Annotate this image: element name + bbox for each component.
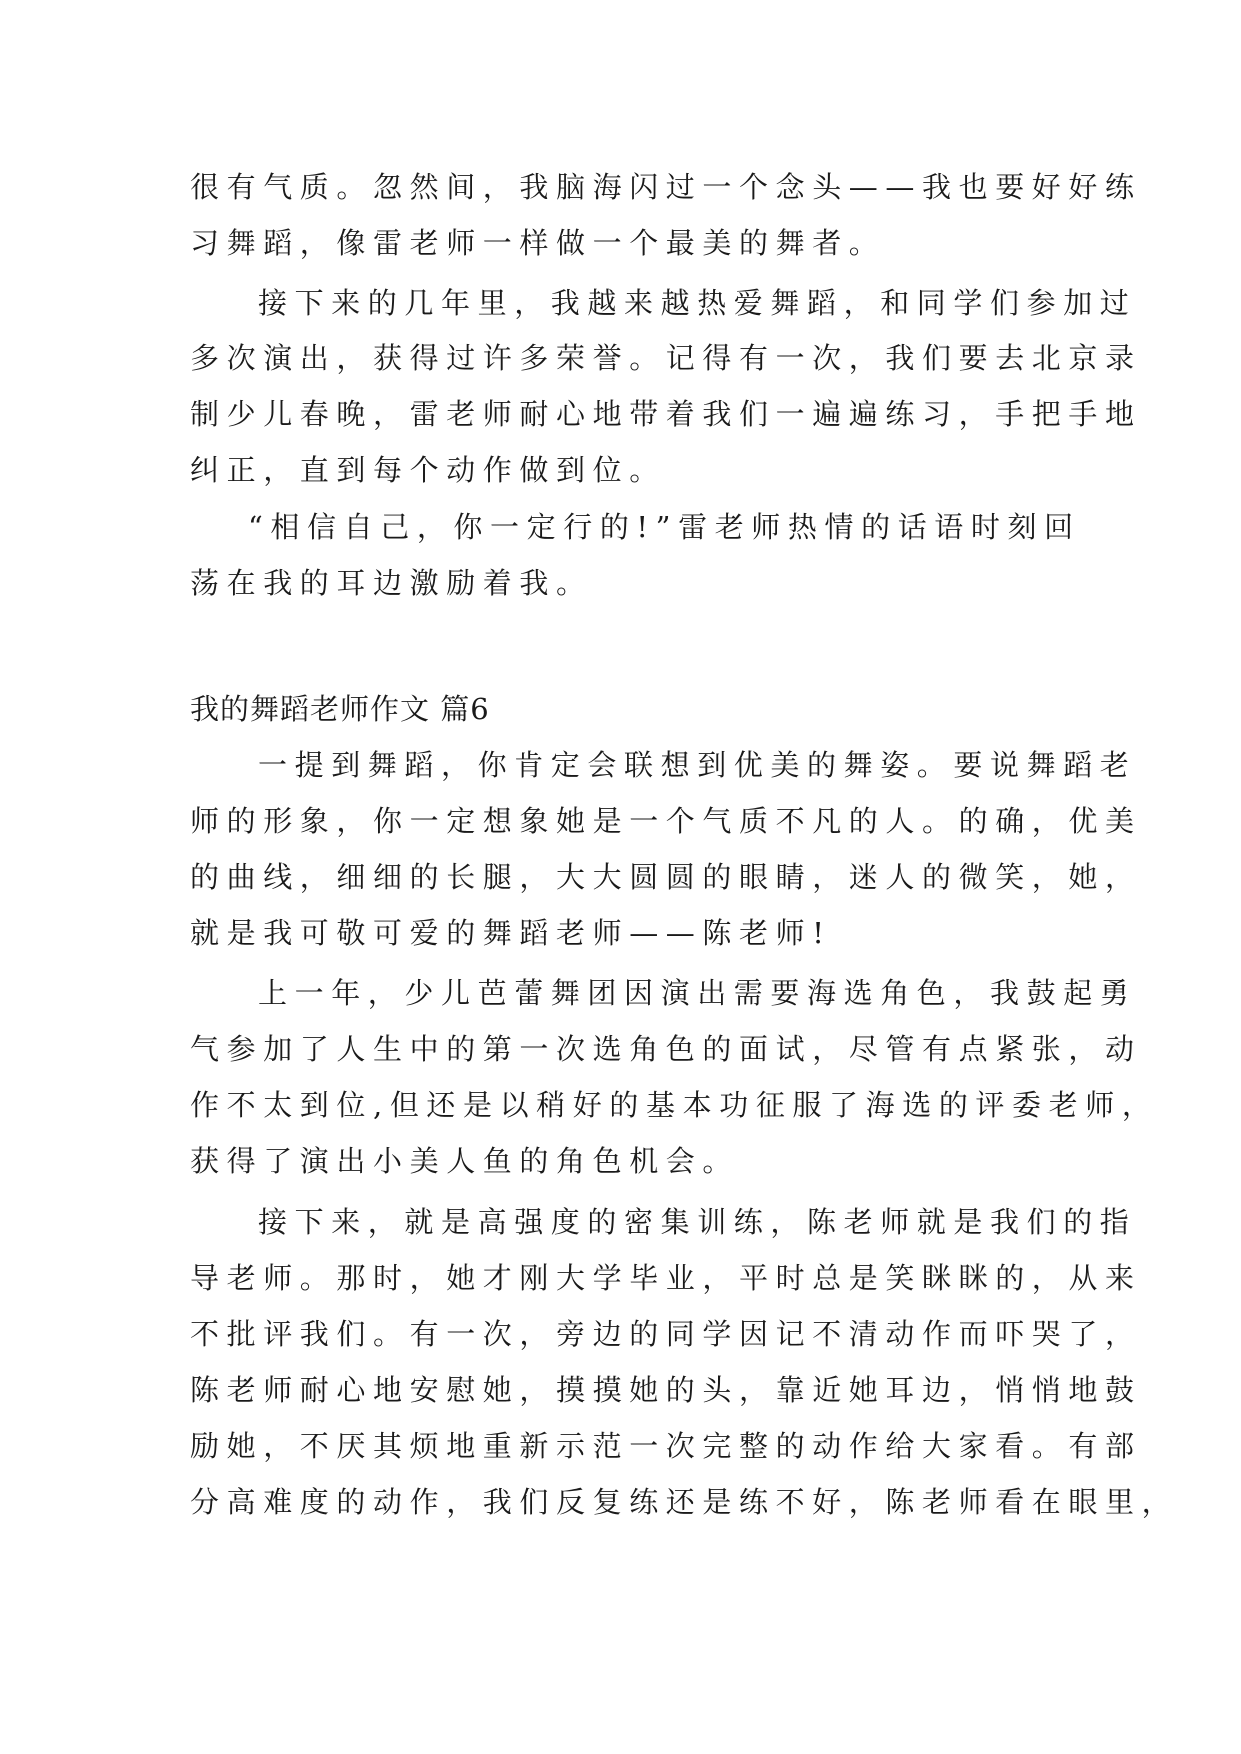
text-line: 制少儿春晚，雷老师耐心地带着我们一遍遍练习，手把手地: [190, 397, 1142, 431]
text-line: 分高难度的动作，我们反复练还是练不好，陈老师看在眼里，: [190, 1485, 1179, 1519]
text-line: 纠正，直到每个动作做到位。: [190, 453, 666, 487]
paragraph-start-line: 上一年，少儿芭蕾舞团因演出需要海选角色，我鼓起勇: [258, 976, 1137, 1010]
text-line: 作不太到位,但还是以稍好的基本功征服了海选的评委老师，: [190, 1088, 1159, 1122]
paragraph-start-line: 接下来，就是高强度的密集训练，陈老师就是我们的指: [258, 1205, 1137, 1239]
paragraph-start-line: 接下来的几年里，我越来越热爱舞蹈，和同学们参加过: [258, 286, 1137, 320]
text-line: 励她，不厌其烦地重新示范一次完整的动作给大家看。有部: [190, 1429, 1142, 1463]
text-line: 陈老师耐心地安慰她，摸摸她的头，靠近她耳边，悄悄地鼓: [190, 1373, 1142, 1407]
text-line: 很有气质。忽然间，我脑海闪过一个念头——我也要好好练: [190, 170, 1142, 204]
text-line: 气参加了人生中的第一次选角色的面试，尽管有点紧张，动: [190, 1032, 1142, 1066]
text-line: 荡在我的耳边激励着我。: [190, 566, 593, 600]
text-line: 不批评我们。有一次，旁边的同学因记不清动作而吓哭了，: [190, 1317, 1142, 1351]
text-line: 就是我可敬可爱的舞蹈老师——陈老师!: [190, 916, 832, 950]
text-line: 导老师。那时，她才刚大学毕业，平时总是笑眯眯的，从来: [190, 1261, 1142, 1295]
text-line: 习舞蹈，像雷老师一样做一个最美的舞者。: [190, 226, 886, 260]
section-heading: 我的舞蹈老师作文 篇6: [190, 692, 490, 726]
text-line: 的曲线，细细的长腿，大大圆圆的眼睛，迷人的微笑，她，: [190, 860, 1142, 894]
paragraph-start-line: 一提到舞蹈，你肯定会联想到优美的舞姿。要说舞蹈老: [258, 748, 1137, 782]
text-line: 获得了演出小美人鱼的角色机会。: [190, 1144, 740, 1178]
text-line: 多次演出，获得过许多荣誉。记得有一次，我们要去北京录: [190, 341, 1142, 375]
text-line: 师的形象，你一定想象她是一个气质不凡的人。的确，优美: [190, 804, 1142, 838]
paragraph-start-line: “相信自己，你一定行的!”雷老师热情的话语时刻回: [248, 510, 1081, 544]
